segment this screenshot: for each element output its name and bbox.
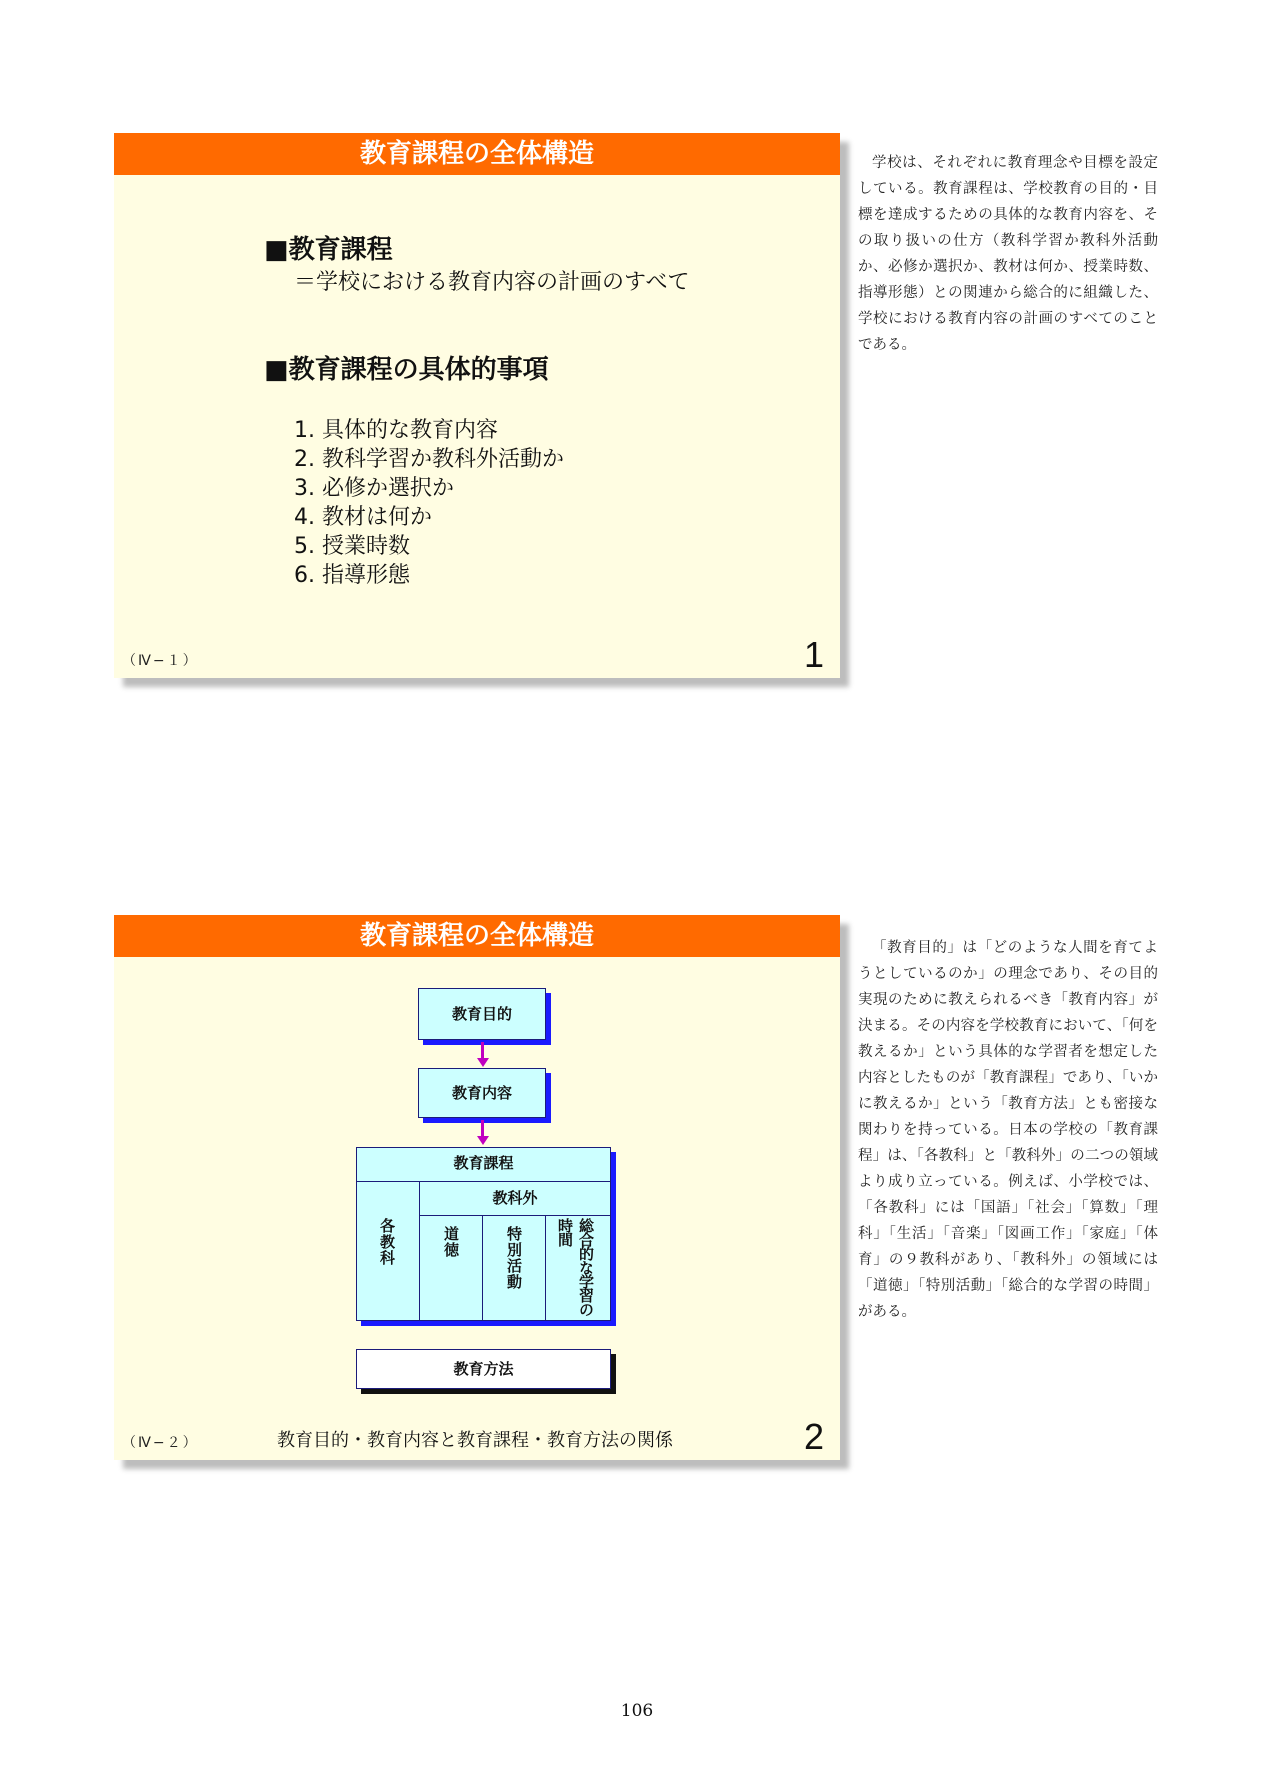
slide-1 (114, 133, 840, 678)
education-purpose-box: 教育目的 (418, 988, 546, 1040)
divider (482, 1215, 483, 1320)
arrow-head (477, 1058, 489, 1067)
subjects-label: 各教科 (378, 1218, 396, 1266)
list-item: 6. 指導形態 (294, 563, 410, 588)
heading-curriculum: ■教育課程 (264, 235, 393, 265)
slide-number: 2 (803, 1416, 824, 1457)
explanatory-note-2: 「教育目的」は「どのような人間を育てようとしているのか」の理念であり、その目的実現のために教えられるべき「教育内容」が決まる。その内容を学校教育において、「何を教えるか」という具体的な学習者を想定した内容としたものが「教育課程」であり、「いかに教えるか」という「教育方法」とも密接な関わりを持っている。日本の学校の「教育課程」は、「各教科」と「教科外」の二つの領域より成り立っている。例えば、小学校では、「各教科」には「国語」「社会」「算数」「理科」「生活」「音楽」「図画工作」「家庭」「体育」の９教科があり、「教科外」の領域には「道徳」「特別活動」「総合的な学習の時間」がある。 (858, 940, 1158, 1320)
education-content-box: 教育内容 (418, 1068, 546, 1118)
list-item: 1. 具体的な教育内容 (294, 418, 498, 443)
divider (419, 1215, 610, 1216)
integrated-study-label: 総合的な学習の時間 (556, 1218, 595, 1316)
curriculum-definition: ＝学校における教育内容の計画のすべて (294, 270, 690, 295)
curriculum-label: 教育課程 (453, 1154, 514, 1172)
slide-reference: （Ⅳ−１） (122, 653, 199, 669)
list-item: 2. 教科学習か教科外活動か (294, 447, 564, 472)
education-method-box: 教育方法 (356, 1349, 611, 1389)
curriculum-box (356, 1147, 611, 1321)
divider (545, 1215, 546, 1320)
page-number: 106 (620, 1701, 654, 1721)
slide-title: 教育課程の全体構造 (114, 133, 840, 175)
slide-2 (114, 915, 840, 1460)
list-item: 4. 教材は何か (294, 505, 432, 530)
divider (357, 1181, 610, 1182)
heading-specifics: ■教育課程の具体的事項 (264, 355, 549, 385)
extracurricular-label: 教科外 (492, 1189, 538, 1207)
slide-title: 教育課程の全体構造 (114, 915, 840, 957)
list-item: 5. 授業時数 (294, 534, 410, 559)
moral-education-label: 道徳 (442, 1226, 460, 1258)
slide-reference: （Ⅳ−２） (122, 1435, 199, 1451)
arrow-head (477, 1136, 489, 1145)
list-item: 3. 必修か選択か (294, 476, 454, 501)
diagram-caption: 教育目的・教育内容と教育課程・教育方法の関係 (277, 1430, 673, 1451)
special-activities-label: 特別活動 (505, 1226, 523, 1290)
specifics-list (294, 416, 564, 590)
slide-number: 1 (803, 634, 824, 675)
explanatory-note-1: 学校は、それぞれに教育理念や目標を設定している。教育課程は、学校教育の目的・目標を達成するための具体的な教育内容を、その取り扱いの仕方（教科学習か教科外活動か、必修か選択か、教材は何か、授業時数、指導形態）との関連から総合的に組織した、学校における教育内容の計画のすべてのことである。 (858, 155, 1158, 353)
